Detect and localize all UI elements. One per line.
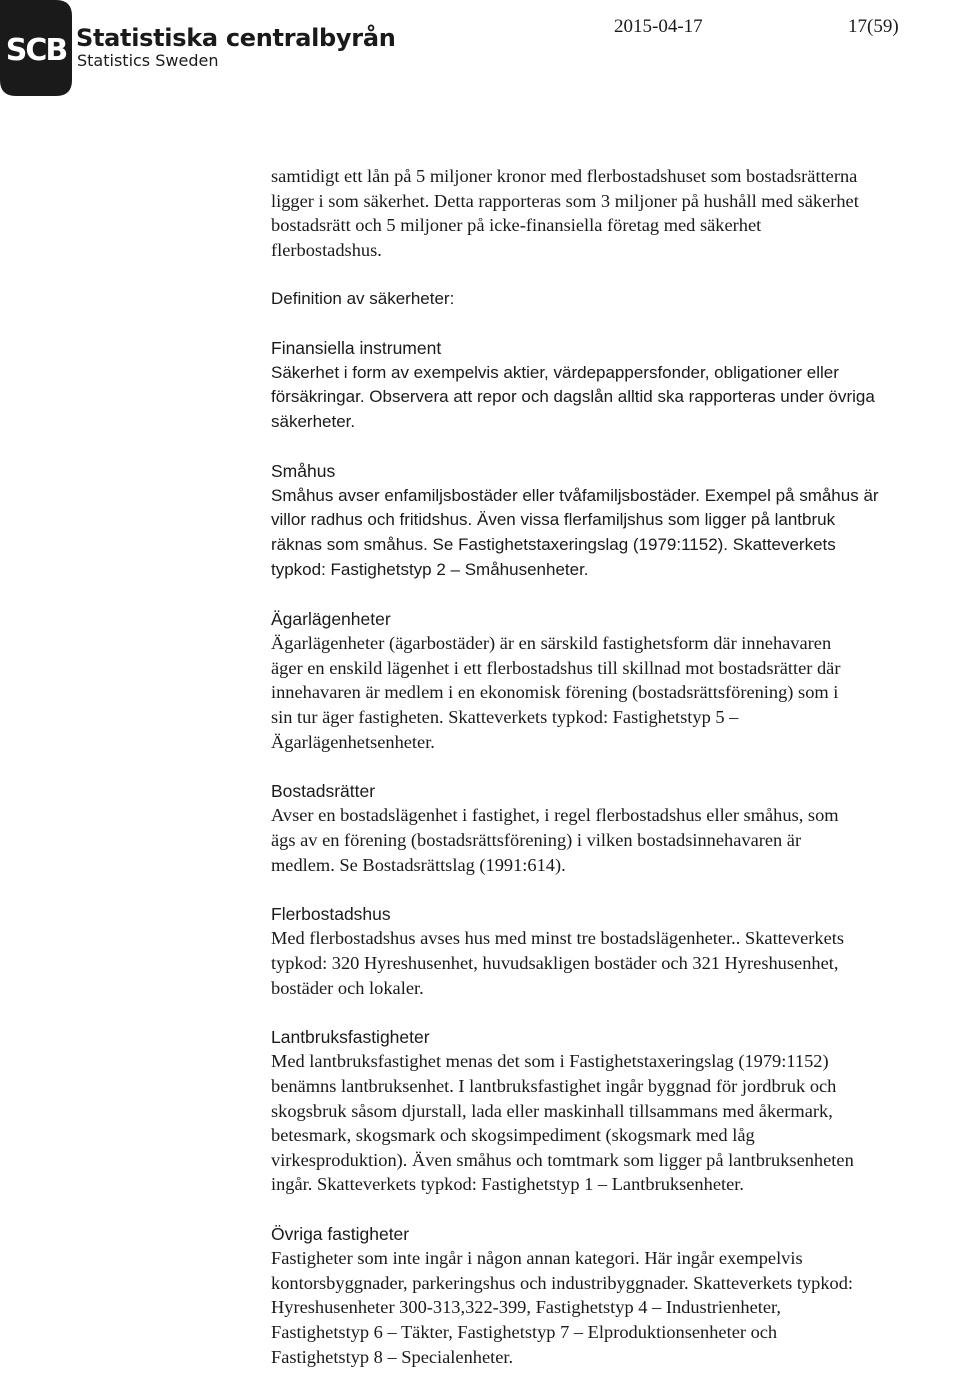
section-ovriga-fastigheter [271,1222,957,1370]
section-heading: Lantbruksfastigheter [271,1026,430,1047]
text-line: Ägarlägenheter (ägarbostäder) är en särskild fastighetsform där innehavaren [271,633,832,654]
text-line: samtidigt ett lån på 5 miljoner kronor med flerbostadshuset som bostadsrätterna [271,166,858,186]
section-heading: Bostadsrätter [271,780,376,801]
page-header [0,0,960,100]
section-text [271,361,957,435]
section-flerbostadshus [271,902,957,1000]
text-line: Med flerbostadshus avses hus med minst tre bostadslägenheter.. Skatteverkets [271,928,845,949]
section-finansiella-instrument [271,336,957,434]
section-text [271,484,957,582]
section-smahus [271,459,957,582]
text-line: bostäder och lokaler. [271,977,424,998]
scb-logo-icon [0,0,72,96]
text-line: Ägarlägenhetsenheter. [271,731,435,752]
section-heading: Flerbostadshus [271,903,391,924]
section-text [271,926,957,1000]
section-bostadsratter [271,779,957,877]
section-agarlagenheter [271,607,957,755]
text-line: typkod: 320 Hyreshusenhet, huvudsakligen bostäder och 321 Hyreshusenhet, [271,953,839,973]
section-heading: Finansiella instrument [271,338,442,359]
intro-paragraph [271,164,957,262]
text-line: ligger i som säkerhet. Detta rapporteras som 3 miljoner på hushåll med säkerhet [271,190,859,211]
section-heading: Ägarlägenheter [271,608,391,629]
section-lantbruksfastigheter [271,1025,957,1197]
text-line: bostadsrätt och 5 miljoner på icke-finansiella företag med säkerhet [271,215,762,236]
section-text [271,803,957,877]
text-line: Fastigheter som inte ingår i någon annan kategori. Här ingår exempelvis [271,1248,803,1269]
text-line: medlem. Se Bostadsrättslag (1991:614). [271,854,566,875]
section-heading: Småhus [271,461,336,482]
text-line: Hyreshusenheter 300-313,322-399, Fastighetstyp 4 – Industrienheter, [271,1297,782,1318]
text-line: benämns lantbruksenhet. I lantbruksfastighet ingår byggnad för jordbruk och [271,1075,837,1096]
document-body [271,164,957,1394]
svg-text:SCB: SCB [5,33,67,68]
text-line: ingår. Skatteverkets typkod: Fastighetstyp 1 – Lantbruksenheter. [271,1174,744,1195]
text-line: Med lantbruksfastighet menas det som i Fastighetstaxeringslag (1979:1152) [271,1051,829,1072]
organization-name: Statistiska centralbyrån [76,24,396,52]
organization-subtitle: Statistics Sweden [77,51,219,70]
text-line: räknas som småhus. Se Fastighetstaxeringslag (1979:1152). Skatteverkets [271,534,836,554]
text-line: typkod: Fastighetstyp 2 – Småhusenheter. [271,559,589,579]
text-line: säkerheter. [271,411,356,431]
text-line: äger en enskild lägenhet i ett flerbostadshus till skillnad mot bostadsrätter där [271,657,841,678]
text-line: Fastighetstyp 8 – Specialenheter. [271,1346,514,1367]
section-text [271,1246,957,1369]
definition-intro: Definition av säkerheter: [271,288,455,308]
page-number: 17(59) [848,16,899,37]
text-line: kontorsbyggnader, parkeringshus och industribyggnader. Skatteverkets typkod: [271,1272,854,1293]
text-line: flerbostadshus. [271,239,382,260]
text-line: villor radhus och fritidshus. Även vissa flerfamiljshus som ligger på lantbruk [271,510,836,530]
section-text [271,631,957,754]
section-text [271,1049,957,1197]
text-line: Småhus avser enfamiljsbostäder eller tvåfamiljsbostäder. Exempel på småhus är [271,485,879,505]
text-line: försäkringar. Observera att repor och dagslån alltid ska rapporteras under övriga [271,387,875,407]
text-line: virkesproduktion). Även småhus och tomtmark som ligger på lantbruksenheten [271,1149,854,1170]
text-line: skogsbruk såsom djurstall, lada eller maskinhall tillsammans med åkermark, [271,1100,833,1121]
text-line: ägs av en förening (bostadsrättsförening) i vilken bostadsinnehavaren är [271,830,802,851]
text-line: Fastighetstyp 6 – Täkter, Fastighetstyp 7 – Elproduktionsenheter och [271,1321,778,1342]
text-line: sin tur äger fastigheten. Skatteverkets typkod: Fastighetstyp 5 – [271,707,739,728]
text-line: Säkerhet i form av exempelvis aktier, värdepappersfonder, obligationer eller [271,362,839,382]
text-line: betesmark, skogsmark och skogsimpediment (skogsmark med låg [271,1125,755,1146]
text-line: Avser en bostadslägenhet i fastighet, i regel flerbostadshus eller småhus, som [271,805,839,826]
section-heading: Övriga fastigheter [271,1223,410,1244]
text-line: innehavaren är medlem i en ekonomisk förening (bostadsrättsförening) som i [271,682,839,703]
document-date: 2015-04-17 [614,16,703,37]
